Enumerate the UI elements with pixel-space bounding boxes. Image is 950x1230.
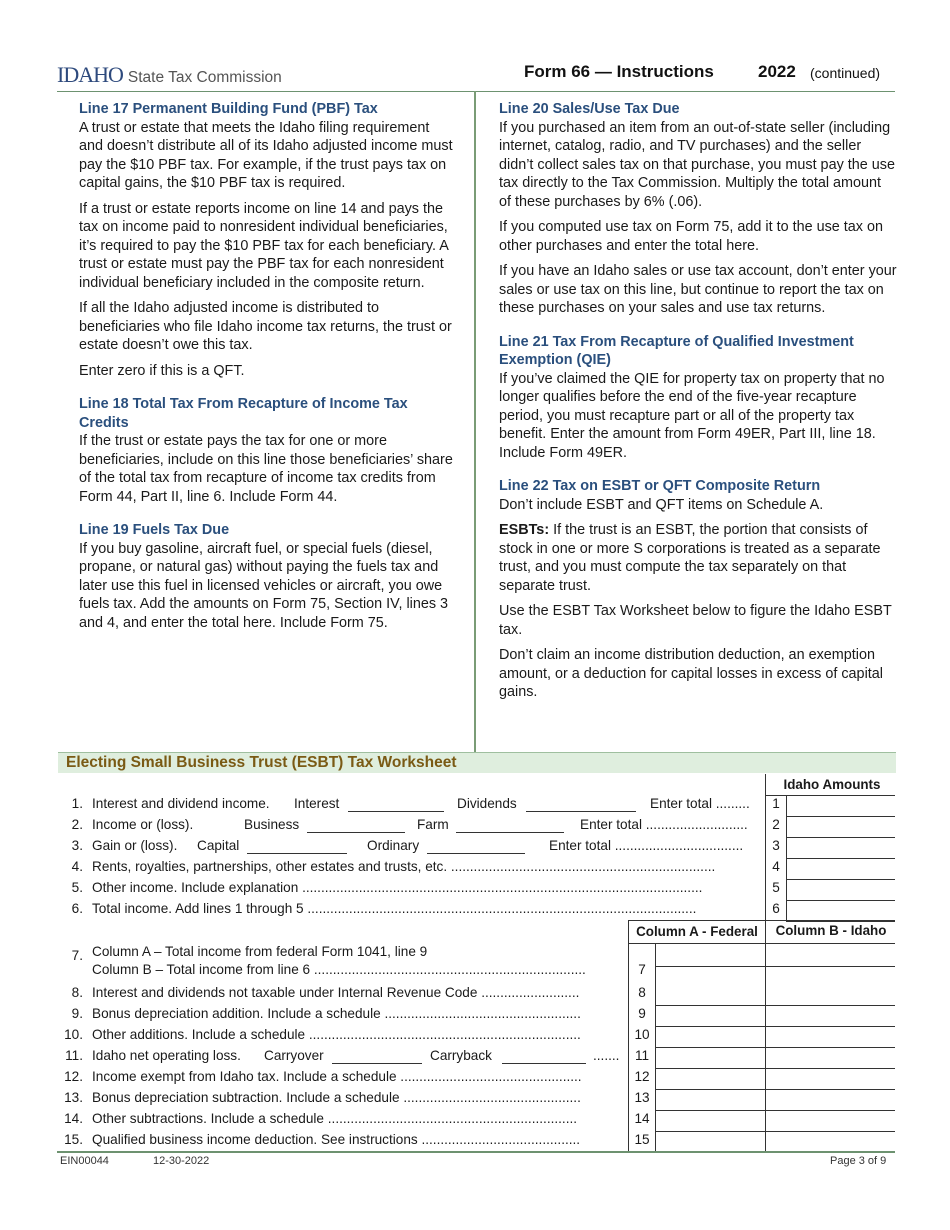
line-number: 11. [65, 1048, 83, 1063]
page-number: Page 3 of 9 [830, 1155, 887, 1167]
line-label: Gain or (loss). [92, 838, 178, 853]
line-box-number: 2 [772, 817, 780, 832]
line-19-para-1: If you buy gasoline, aircraft fuel, or special fuels (diesel, propane, or natural gas) without paying the fuels tax and later use this fuel in licensed vehicles or aircraft, you owe fuels tax. Add the amounts on Form 75, Section IV, lines 3 and 4, and enter the total here. Include Form 75. [79, 540, 449, 631]
field-label: Carryover [264, 1048, 324, 1063]
line-box-number: 7 [638, 962, 646, 977]
line-box-number: 1 [772, 796, 780, 811]
line-label: Other additions. Include a schedule ........................................................................ [92, 1027, 581, 1042]
line-box-number: 4 [772, 859, 780, 874]
line-number: 7. [71, 948, 83, 963]
enter-total-label: Enter total ......... [650, 796, 750, 811]
field-label: Ordinary [367, 838, 420, 853]
column-amount-field[interactable] [655, 1047, 895, 1048]
field-label: Carryback [430, 1048, 492, 1063]
line-number: 2. [71, 817, 83, 832]
line-label: Interest and dividend income. [92, 796, 270, 811]
field-label: Interest [294, 796, 340, 811]
line-label: Idaho net operating loss. [92, 1048, 241, 1063]
enter-total-label: Enter total ........................... [580, 817, 748, 832]
enter-total-label: ....... [593, 1048, 620, 1063]
esbts-lead: ESBTs: [499, 522, 550, 538]
line-box-number: 6 [772, 901, 780, 916]
line-label: Bonus depreciation subtraction. Include a schedule ............................................... [92, 1090, 581, 1105]
line-box-number: 9 [638, 1006, 646, 1021]
line-20-heading: Line 20 Sales/Use Tax Due [499, 101, 680, 117]
idaho-amount-field[interactable] [786, 879, 895, 880]
column-amount-field[interactable] [655, 1005, 895, 1006]
column-amount-field[interactable] [655, 1026, 895, 1027]
line-label: Rents, royalties, partnerships, other estates and trusts, etc. ...................................................................... [92, 859, 716, 874]
line-number: 15. [64, 1132, 83, 1147]
line-box-number: 12 [634, 1069, 650, 1084]
idaho-amount-field[interactable] [786, 816, 895, 817]
form-code: EIN00044 [60, 1155, 109, 1167]
form-title: Form 66 — Instructions [524, 62, 714, 81]
line-21-para-1: If you’ve claimed the QIE for property tax on property that no longer qualifies before the end of the five-year recapture period, you must recapture part or all of the property tax benefit. Enter the amount from Form 49ER, Part III, line 18. Include Form 49ER. [499, 370, 885, 461]
entry-underline[interactable] [502, 1063, 586, 1064]
line-21-heading: Line 21 Tax From Recapture of Qualified Investment Exemption (QIE) [499, 333, 854, 368]
line-17-para-2: If a trust or estate reports income on line 14 and pays the tax on income paid to nonresident individual beneficiaries, it’s required to pay the $10 PBF tax for each beneficiary. A trust or estate must pay the PBF tax for each nonresident individual beneficiary included in the composite return. [79, 200, 449, 291]
line-number: 10. [64, 1027, 83, 1042]
idaho-amount-field[interactable] [786, 858, 895, 859]
continued-label: (continued) [810, 65, 881, 81]
column-b-header: Column B - Idaho [775, 923, 887, 938]
field-label: Dividends [457, 796, 517, 811]
line-label: Column A – Total income from federal Form 1041, line 9 [92, 944, 428, 959]
line-label: Other subtractions. Include a schedule .................................................................. [92, 1111, 578, 1126]
field-label: Business [244, 817, 300, 832]
line-22-para-1: Don’t include ESBT and QFT items on Schedule A. [499, 496, 824, 513]
line-box-number: 14 [634, 1111, 650, 1126]
line-box-number: 3 [772, 838, 780, 853]
line-label: Interest and dividends not taxable under Internal Revenue Code .......................... [92, 985, 580, 1000]
line-label: Qualified business income deduction. See instructions .......................................... [92, 1132, 581, 1147]
idaho-amounts-header: Idaho Amounts [783, 777, 881, 792]
line-22-para-3: Use the ESBT Tax Worksheet below to figure the Idaho ESBT tax. [499, 603, 892, 638]
enter-total-label: Enter total .................................. [549, 838, 744, 853]
form-year: 2022 [758, 62, 796, 81]
line-label: Income exempt from Idaho tax. Include a schedule ................................................ [92, 1069, 582, 1084]
line-20-para-3: If you have an Idaho sales or use tax account, don’t enter your sales or use tax on this line, but continue to report the tax on these purchases on your sales and use tax returns. [499, 263, 897, 316]
line-number: 9. [71, 1006, 83, 1021]
entry-underline[interactable] [332, 1063, 422, 1064]
esbts-text: If the trust is an ESBT, the portion that consists of stock in one or more S corporations is treated as a separate trust, and you must compute the tax separately on that separate trust. [499, 522, 881, 594]
column-amount-field[interactable] [655, 1068, 895, 1069]
line-22-para-4: Don’t claim an income distribution deduction, an exemption amount, or a deduction for capital losses in excess of capital gains. [499, 647, 883, 700]
entry-underline[interactable] [348, 811, 444, 812]
line-label-2: Column B – Total income from line 6 ........................................................................ [92, 962, 586, 977]
line-20-para-2: If you computed use tax on Form 75, add it to the use tax on other purchases and enter the total here. [499, 219, 883, 254]
line-box-number: 5 [772, 880, 780, 895]
line-number: 6. [71, 901, 83, 916]
line-box-number: 8 [638, 985, 646, 1000]
idaho-amount-field[interactable] [786, 837, 895, 838]
line-label: Bonus depreciation addition. Include a schedule .................................................... [92, 1006, 581, 1021]
entry-underline[interactable] [247, 853, 347, 854]
line-label: Other income. Include explanation .......................................................................................................... [92, 880, 703, 895]
column-amount-field[interactable] [655, 1089, 895, 1090]
worksheet-title: Electing Small Business Trust (ESBT) Tax Worksheet [66, 754, 457, 771]
line-18-para-1: If the trust or estate pays the tax for one or more beneficiaries, include on this line those beneficiaries’ share of the total tax from recapture of income tax credits from Form 44, Part II, line 6. Include Form 44. [79, 433, 453, 505]
entry-underline[interactable] [456, 832, 564, 833]
line-box-number: 11 [634, 1048, 650, 1063]
line-17-heading: Line 17 Permanent Building Fund (PBF) Tax [79, 101, 378, 117]
column-a-header: Column A - Federal [636, 924, 758, 939]
entry-underline[interactable] [307, 832, 405, 833]
footer-rule [57, 1151, 895, 1153]
line-box-number: 13 [634, 1090, 650, 1105]
agency-name: State Tax Commission [127, 69, 282, 86]
column-amount-field[interactable] [655, 1131, 895, 1132]
line-number: 13. [64, 1090, 83, 1105]
line-17-para-1: A trust or estate that meets the Idaho filing requirement and doesn’t distribute all of its Idaho adjusted income must pay the $10 PBF tax. For example, if the trust pays tax on capital gains, the $10 PBF tax is required. [79, 119, 453, 191]
line-number: 1. [71, 796, 83, 811]
line-19-heading: Line 19 Fuels Tax Due [79, 522, 230, 538]
line-number: 4. [71, 859, 83, 874]
line-18-heading: Line 18 Total Tax From Recapture of Income Tax Credits [79, 396, 408, 431]
line-label: Income or (loss). [92, 817, 194, 832]
idaho-amount-field[interactable] [786, 921, 895, 922]
line-number: 12. [64, 1069, 83, 1084]
revision-date: 12-30-2022 [153, 1155, 210, 1167]
column-amount-field[interactable] [655, 966, 895, 967]
line-box-number: 10 [634, 1027, 650, 1042]
line-label: Total income. Add lines 1 through 5 ....................................................................................................... [92, 901, 697, 916]
entry-underline[interactable] [526, 811, 636, 812]
entry-underline[interactable] [427, 853, 525, 854]
field-label: Capital [197, 838, 240, 853]
line-17-para-3: If all the Idaho adjusted income is distributed to beneficiaries who file Idaho income tax returns, the trust or estate doesn’t owe this tax. [79, 300, 452, 353]
line-17-para-4: Enter zero if this is a QFT. [79, 362, 245, 379]
logo-mark: IDAHO [57, 62, 123, 87]
idaho-amount-field[interactable] [786, 900, 895, 901]
line-box-number: 15 [634, 1132, 650, 1147]
line-22-heading: Line 22 Tax on ESBT or QFT Composite Return [499, 478, 821, 494]
line-number: 3. [71, 838, 83, 853]
column-amount-field[interactable] [655, 1110, 895, 1111]
line-20-para-1: If you purchased an item from an out-of-state seller (including internet, catalog, radio, and TV purchases) and the seller didn’t collect sales tax on that purchase, you must pay the use tax directly to the Tax Commission. Multiply the total amount of these purchases by 6% (.06). [499, 119, 895, 210]
line-number: 14. [64, 1111, 83, 1126]
field-label: Farm [417, 817, 449, 832]
line-number: 8. [71, 985, 83, 1000]
line-number: 5. [71, 880, 83, 895]
